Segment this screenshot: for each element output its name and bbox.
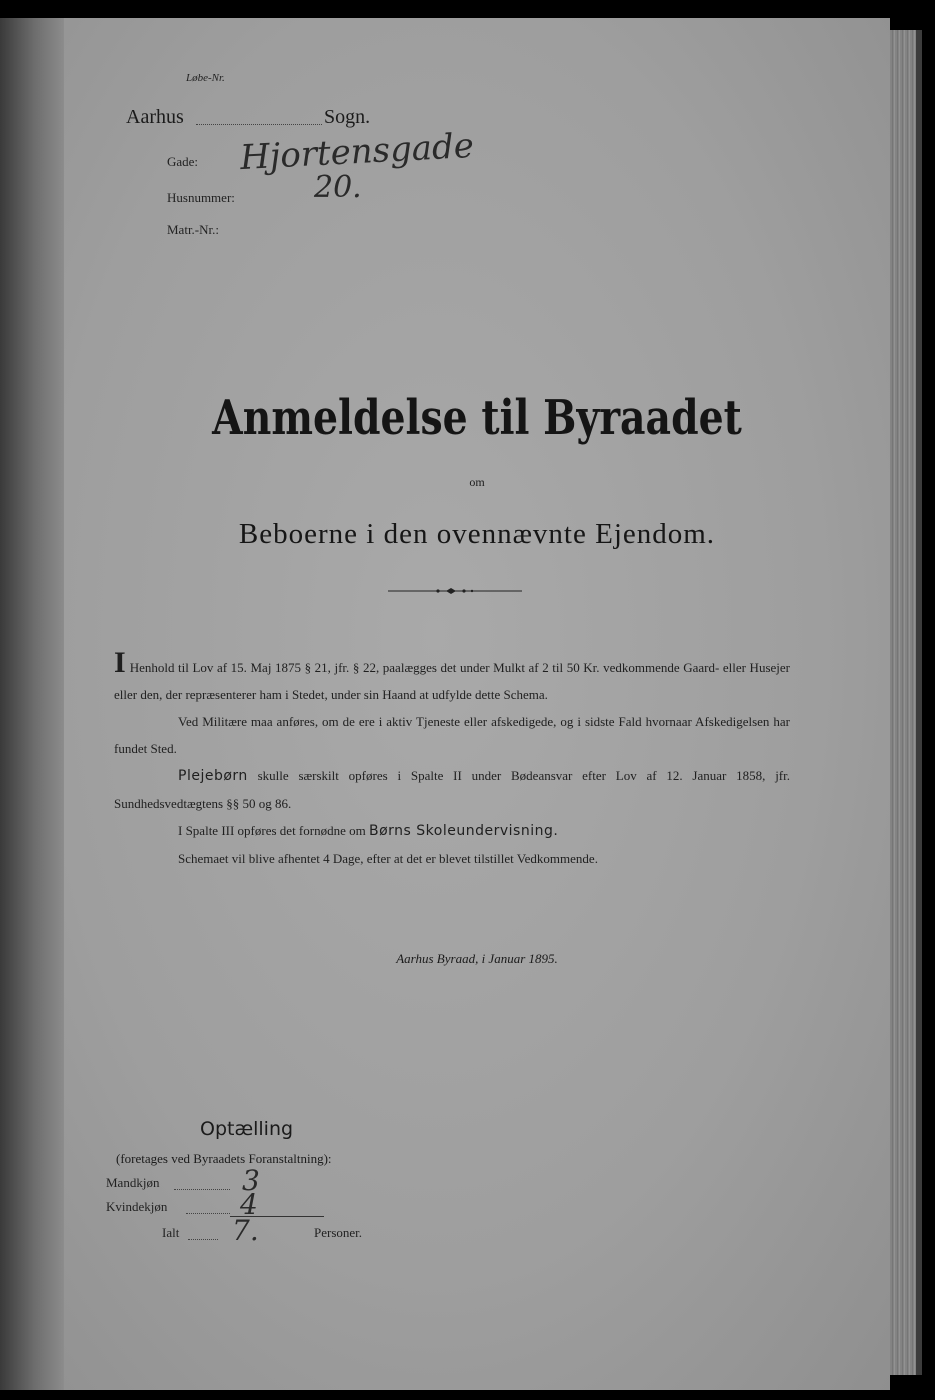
kvindekjon-dotted-line	[186, 1213, 230, 1214]
previous-page-edge	[0, 18, 64, 1390]
document-title: Anmeldelse til Byraadet	[212, 390, 742, 446]
gade-handwritten-value: Hjortensgade	[239, 125, 475, 179]
paragraph-4-text: I Spalte III opføres det fornødne om	[178, 823, 366, 838]
paragraph-1-text: Henhold til Lov af 15. Maj 1875 § 21, jfr. § 22, paalægges det under Mulkt af 2 til 50 Kr. vedkommende Gaard- eller Husejer eller den, der repræsenterer ham i Stedet, under sin Haand at udfylde dette Schema.	[114, 660, 790, 702]
date-line: Aarhus Byraad, i Januar 1895.	[396, 951, 558, 966]
instruction-paragraph-1	[114, 646, 790, 708]
form-page	[64, 18, 890, 1390]
mandkjon-dotted-line	[174, 1189, 230, 1190]
ialt-handwritten-value: 7.	[232, 1214, 259, 1247]
kvindekjon-handwritten-value: 4	[240, 1188, 258, 1221]
ornament-divider	[388, 586, 522, 596]
sogn-dotted-line	[196, 124, 322, 125]
instruction-paragraph-3	[114, 762, 790, 817]
mandkjon-label: Mandkjøn	[106, 1175, 160, 1190]
kvindekjon-label: Kvindekjøn	[106, 1199, 168, 1214]
matr-nr-label: Matr.-Nr.:	[167, 222, 219, 237]
instruction-paragraph-2: Ved Militære maa anføres, om de ere i aktiv Tjeneste eller afskedigede, og i sidste Fald hvornaar Afskedigelsen har fundet Sted.	[114, 714, 790, 756]
ialt-dotted-line	[188, 1239, 218, 1240]
instructions-text	[114, 646, 790, 872]
title-connector: om	[469, 475, 485, 489]
mandkjon-handwritten-value: 3	[242, 1164, 260, 1197]
sogn-label: Sogn.	[324, 106, 371, 128]
document-subtitle: Beboerne i den ovennævnte Ejendom.	[238, 518, 716, 550]
count-subtitle: (foretages ved Byraadets Foranstaltning):	[116, 1151, 332, 1166]
ialt-label: Ialt	[162, 1225, 180, 1240]
husnummer-label: Husnummer:	[167, 190, 235, 205]
city-name: Aarhus	[126, 106, 184, 128]
plejeborn-emphasis: Plejebørn	[178, 768, 248, 784]
personer-label: Personer.	[314, 1225, 363, 1240]
lobe-nr-label: Løbe-Nr.	[186, 72, 225, 84]
count-title: Optælling	[200, 1118, 294, 1140]
gade-label: Gade:	[167, 154, 199, 169]
paragraph-3-text: skulle særskilt opføres i Spalte II under Bødeansvar efter Lov af 12. Januar 1858, jfr. Sundhedsvedtægtens §§ 50 og 86.	[114, 768, 790, 811]
instruction-paragraph-5: Schemaet vil blive afhentet 4 Dage, efter at det er blevet tilstillet Vedkommende.	[178, 851, 598, 866]
husnummer-handwritten-value: 20.	[314, 170, 362, 205]
instruction-paragraph-4	[114, 817, 790, 845]
drop-cap: I	[114, 646, 126, 679]
skoleundervisning-emphasis: Børns Skoleundervisning.	[368, 823, 559, 839]
